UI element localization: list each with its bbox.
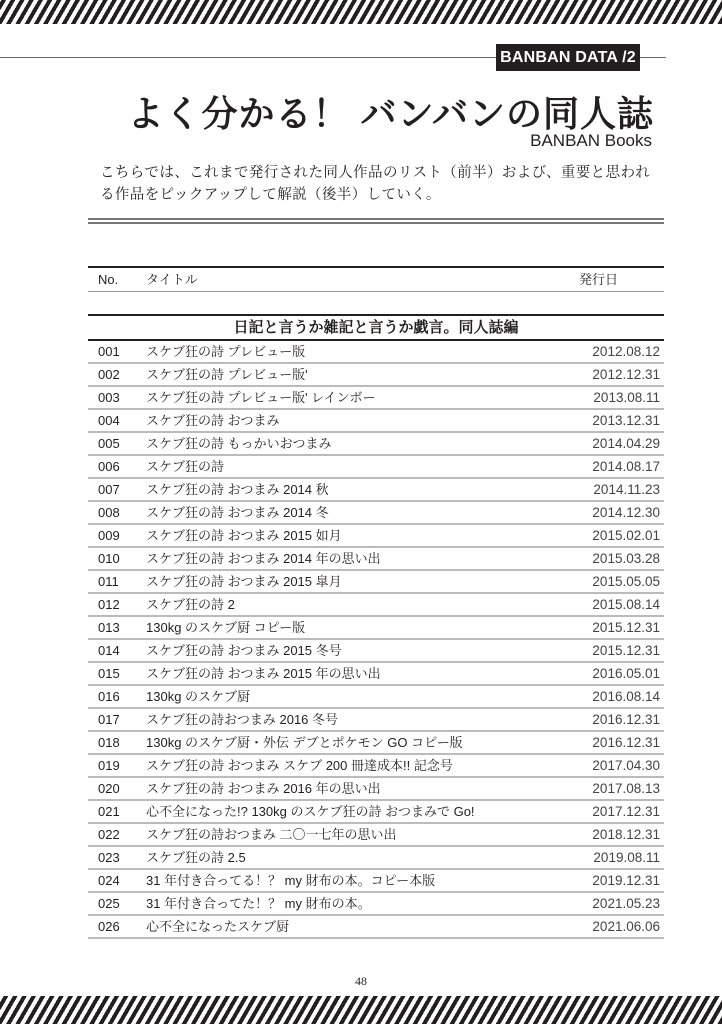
row-title: スケブ狂の詩おつまみ 2016 冬号 xyxy=(146,712,339,727)
table-row xyxy=(88,686,664,709)
table-row xyxy=(88,525,664,548)
row-number: 023 xyxy=(98,850,120,865)
row-title: スケブ狂の詩 おつまみ 2014 冬 xyxy=(146,505,329,520)
column-header-date: 発行日 xyxy=(578,272,618,287)
row-date: 2016.12.31 xyxy=(592,735,660,750)
row-number: 012 xyxy=(98,597,120,612)
row-date: 2014.08.17 xyxy=(592,459,660,474)
row-title: 130kg のスケブ厨 xyxy=(146,689,251,704)
table-row xyxy=(88,387,664,410)
table-row xyxy=(88,502,664,525)
row-number: 006 xyxy=(98,459,120,474)
page-number: 48 xyxy=(355,974,367,988)
row-number: 003 xyxy=(98,390,120,405)
row-number: 019 xyxy=(98,758,120,773)
table-header xyxy=(88,266,664,292)
row-number: 017 xyxy=(98,712,120,727)
table-row xyxy=(88,916,664,939)
intro-paragraph: こちらでは、これまで発行された同人作品のリスト（前半）および、重要と思われる作品をピックアップして解説（後半）していく。 xyxy=(100,165,651,203)
row-title: スケブ狂の詩 おつまみ 2014 年の思い出 xyxy=(146,551,381,566)
table-row xyxy=(88,548,664,571)
row-number: 005 xyxy=(98,436,120,451)
row-title: スケブ狂の詩 もっかいおつまみ xyxy=(146,436,332,451)
row-title: スケブ狂の詩 おつまみ xyxy=(146,413,280,428)
row-date: 2015.02.01 xyxy=(592,528,660,543)
row-title: 31 年付き合ってる！？ my 財布の本。コピー本版 xyxy=(146,873,436,888)
row-number: 001 xyxy=(98,344,120,359)
table-row xyxy=(88,640,664,663)
row-date: 2016.12.31 xyxy=(592,712,660,727)
table-row xyxy=(88,801,664,824)
row-date: 2016.08.14 xyxy=(592,689,660,704)
page-subtitle: BANBAN Books xyxy=(530,131,652,150)
row-number: 008 xyxy=(98,505,120,520)
row-date: 2016.05.01 xyxy=(592,666,660,681)
row-date: 2018.12.31 xyxy=(592,827,660,842)
row-date: 2017.12.31 xyxy=(592,804,660,819)
row-title: スケブ狂の詩 おつまみ 2015 如月 xyxy=(146,528,342,543)
row-number: 013 xyxy=(98,620,120,635)
row-number: 020 xyxy=(98,781,120,796)
table-row xyxy=(88,479,664,502)
row-number: 009 xyxy=(98,528,120,543)
row-number: 011 xyxy=(98,574,119,589)
table-row xyxy=(88,778,664,801)
row-title: スケブ狂の詩 プレビュー版' レインボー xyxy=(146,390,376,405)
row-date: 2015.08.14 xyxy=(592,597,660,612)
row-date: 2017.08.13 xyxy=(592,781,660,796)
row-title: スケブ狂の詩 おつまみ 2015 皐月 xyxy=(146,574,342,589)
row-number: 025 xyxy=(98,896,120,911)
row-date: 2015.12.31 xyxy=(592,643,660,658)
row-number: 002 xyxy=(98,367,120,382)
row-number: 018 xyxy=(98,735,120,750)
row-number: 004 xyxy=(98,413,120,428)
row-date: 2019.08.11 xyxy=(593,850,660,865)
row-number: 021 xyxy=(98,804,120,819)
row-number: 014 xyxy=(98,643,120,658)
table-row xyxy=(88,341,664,364)
row-number: 015 xyxy=(98,666,120,681)
row-number: 007 xyxy=(98,482,120,497)
table-row xyxy=(88,433,664,456)
table-row xyxy=(88,893,664,916)
column-header-no: No. xyxy=(98,272,119,287)
row-date: 2013.12.31 xyxy=(592,413,660,428)
column-header-title: タイトル xyxy=(146,272,198,287)
double-rule-bottom xyxy=(88,222,664,224)
row-number: 022 xyxy=(98,827,120,842)
row-date: 2014.12.30 xyxy=(592,505,660,520)
table-row xyxy=(88,617,664,640)
page-title: よく分かる！ バンバンの同人誌 xyxy=(127,93,654,134)
row-date: 2021.06.06 xyxy=(592,919,660,934)
row-title: スケブ狂の詩おつまみ 二〇一七年の思い出 xyxy=(146,827,397,842)
row-date: 2015.12.31 xyxy=(592,620,660,635)
row-date: 2012.08.12 xyxy=(592,344,660,359)
top-stripe-border xyxy=(0,0,722,24)
table-row xyxy=(88,456,664,479)
row-number: 024 xyxy=(98,873,120,888)
row-title: 心不全になった!? 130kg のスケブ狂の詩 おつまみで Go! xyxy=(146,804,475,819)
row-title: スケブ狂の詩 プレビュー版' xyxy=(146,367,308,382)
row-date: 2017.04.30 xyxy=(592,758,660,773)
row-title: スケブ狂の詩 プレビュー版 xyxy=(146,344,306,359)
table-row xyxy=(88,364,664,387)
table-row xyxy=(88,663,664,686)
row-title: 31 年付き合ってた！？ my 財布の本。 xyxy=(146,896,371,911)
table-row xyxy=(88,755,664,778)
row-title: スケブ狂の詩 おつまみ 2016 年の思い出 xyxy=(146,781,381,796)
row-title: 心不全になったスケブ厨 xyxy=(146,919,290,934)
row-title: スケブ狂の詩 おつまみ 2014 秋 xyxy=(146,482,329,497)
row-date: 2019.12.31 xyxy=(592,873,660,888)
row-title: スケブ狂の詩 2 xyxy=(146,597,235,612)
table-row xyxy=(88,410,664,433)
row-date: 2021.05.23 xyxy=(592,896,660,911)
bottom-stripe-border xyxy=(0,996,722,1024)
section-title: 日記と言うか雑記と言うか戯言。同人誌編 xyxy=(88,314,664,341)
row-title: スケブ狂の詩 おつまみ スケブ 200 冊達成本!! 記念号 xyxy=(146,758,453,773)
table-body xyxy=(88,341,664,939)
row-date: 2012.12.31 xyxy=(592,367,660,382)
table-row xyxy=(88,870,664,893)
row-number: 016 xyxy=(98,689,120,704)
row-date: 2014.11.23 xyxy=(593,482,660,497)
table-row xyxy=(88,847,664,870)
row-date: 2015.03.28 xyxy=(592,551,660,566)
table-row xyxy=(88,571,664,594)
table-row xyxy=(88,732,664,755)
table-row xyxy=(88,709,664,732)
row-number: 010 xyxy=(98,551,120,566)
row-number: 026 xyxy=(98,919,120,934)
row-date: 2015.05.05 xyxy=(592,574,660,589)
row-title: スケブ狂の詩 2.5 xyxy=(146,850,246,865)
doujinshi-table xyxy=(88,266,664,939)
table-row xyxy=(88,824,664,847)
row-title: 130kg のスケブ厨 コピー版 xyxy=(146,620,306,635)
section-badge: BANBAN DATA /2 xyxy=(496,44,640,71)
row-title: スケブ狂の詩 おつまみ 2015 冬号 xyxy=(146,643,342,658)
row-date: 2014.04.29 xyxy=(592,436,660,451)
row-title: スケブ狂の詩 xyxy=(146,459,225,474)
double-rule-top xyxy=(88,218,664,220)
row-title: 130kg のスケブ厨・外伝 デブとポケモン GO コピー版 xyxy=(146,735,463,750)
table-row xyxy=(88,594,664,617)
row-date: 2013.08.11 xyxy=(593,390,660,405)
row-title: スケブ狂の詩 おつまみ 2015 年の思い出 xyxy=(146,666,381,681)
